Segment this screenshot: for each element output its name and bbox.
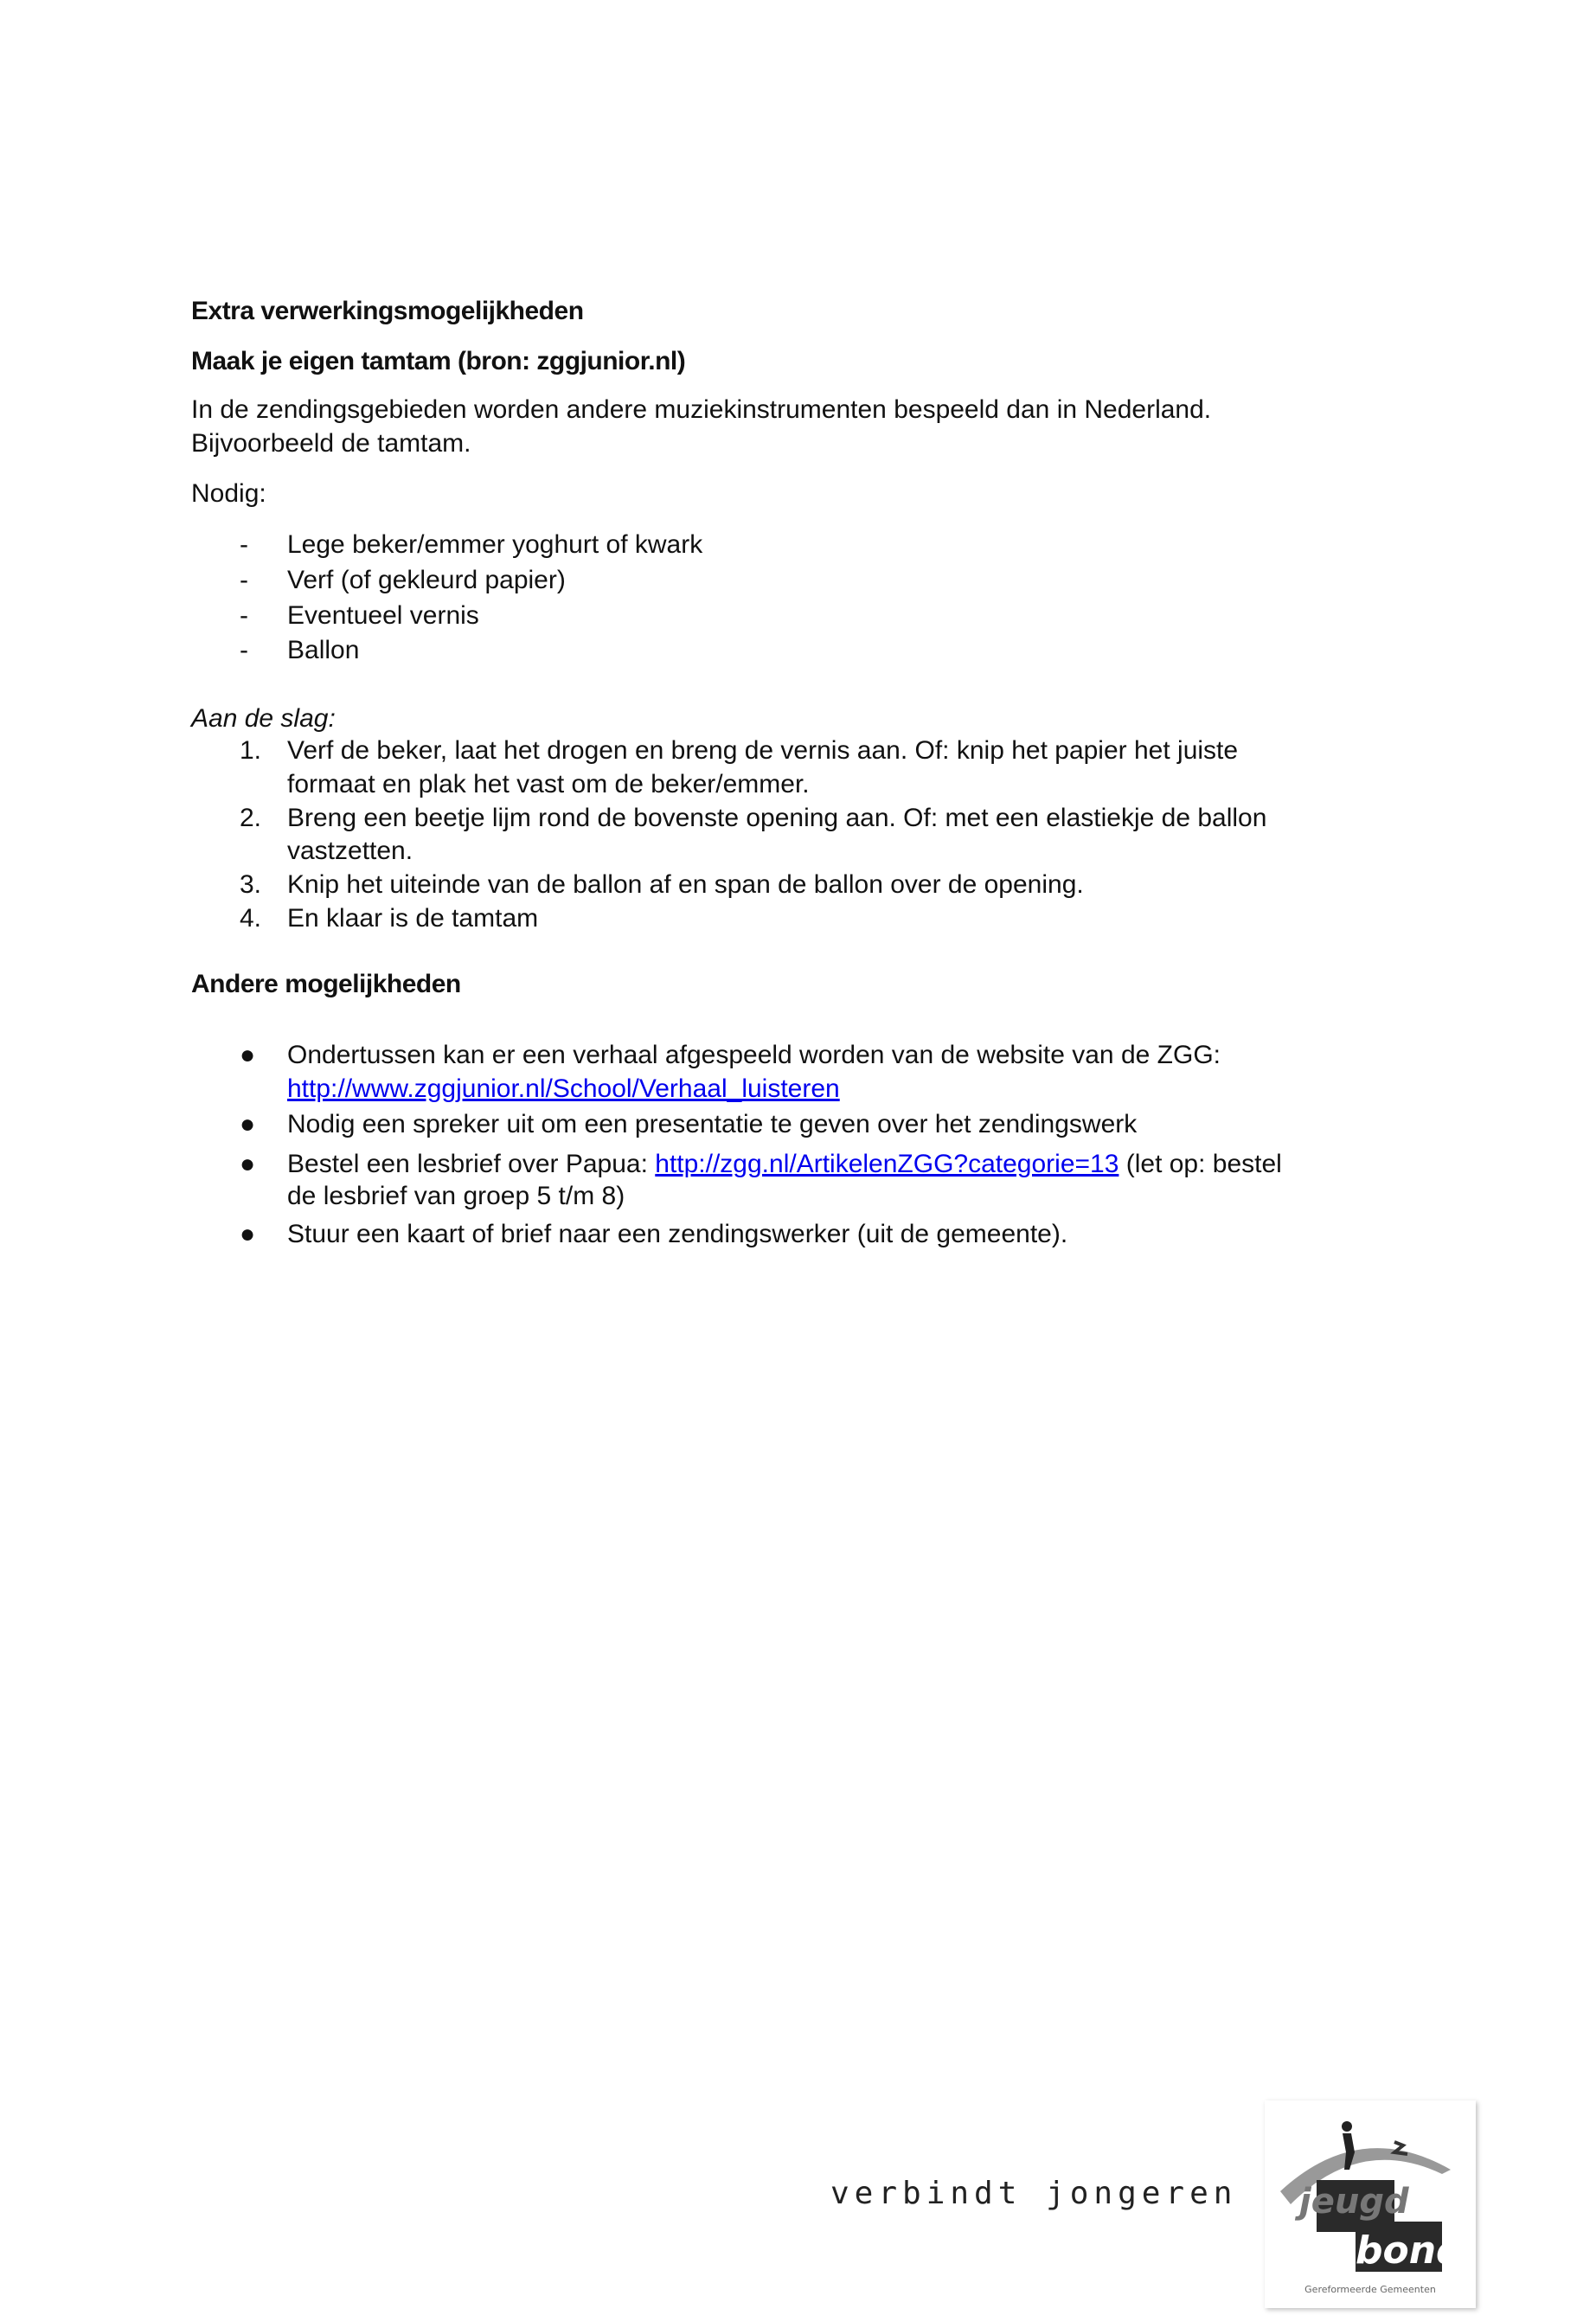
dash-marker: - [240, 530, 248, 559]
zgg-articles-link[interactable]: http://zgg.nl/ArtikelenZGG?categorie=13 [655, 1150, 1119, 1178]
list-item-continuation: de lesbrief van groep 5 t/m 8) [287, 1182, 625, 1210]
logo-word: bond [1356, 2228, 1464, 2273]
other-heading: Andere mogelijkheden [191, 970, 461, 998]
list-item: Ondertussen kan er een verhaal afgespeeld worden van de website van de ZGG: [287, 1041, 1221, 1069]
step-line: vastzetten. [287, 837, 413, 865]
logo-graphic-icon [1265, 2100, 1476, 2308]
dash-marker: - [240, 636, 248, 664]
bullet-marker: ● [240, 1041, 256, 1069]
step-line: Knip het uiteinde van de ballon af en span de ballon over de opening. [287, 870, 1084, 899]
step-number: 2. [240, 804, 262, 832]
step-line: En klaar is de tamtam [287, 904, 539, 933]
bullet-marker: ● [240, 1110, 256, 1138]
list-item-text: Bestel een lesbrief over Papua: [287, 1150, 656, 1178]
dash-marker: - [240, 566, 248, 594]
step-number: 3. [240, 870, 262, 899]
list-item: Eventueel vernis [287, 601, 479, 630]
bullet-marker: ● [240, 1150, 256, 1178]
list-item: Nodig een spreker uit om een presentatie te geven over het zendingswerk [287, 1110, 1138, 1138]
logo-word: jeugd [1299, 2182, 1409, 2222]
section-heading: Extra verwerkingsmogelijkheden [191, 297, 584, 325]
step-number: 4. [240, 904, 262, 933]
list-item-text: (let op: bestel [1118, 1150, 1282, 1178]
list-item [287, 1147, 1282, 1181]
step-line: Breng een beetje lijm rond de bovenste opening aan. Of: met een elastiekje de ballon [287, 804, 1267, 832]
steps-label: Aan de slag: [191, 704, 336, 733]
step-line: Verf de beker, laat het drogen en breng de vernis aan. Of: knip het papier het juiste [287, 736, 1239, 765]
list-item: Stuur een kaart of brief naar een zendingswerker (uit de gemeente). [287, 1220, 1068, 1248]
list-item: Lege beker/emmer yoghurt of kwark [287, 530, 703, 559]
list-item: Verf (of gekleurd papier) [287, 566, 566, 594]
logo-caption: Gereformeerde Gemeenten [1304, 2284, 1436, 2295]
needed-label: Nodig: [191, 479, 266, 508]
step-number: 1. [240, 736, 262, 765]
step-line: formaat en plak het vast om de beker/emmer. [287, 770, 810, 798]
bullet-marker: ● [240, 1220, 256, 1248]
intro-line: In de zendingsgebieden worden andere muziekinstrumenten bespeeld dan in Nederland. [191, 395, 1212, 424]
subheading: Maak je eigen tamtam (bron: zggjunior.nl) [191, 347, 686, 375]
intro-line: Bijvoorbeeld de tamtam. [191, 429, 471, 458]
dash-marker: - [240, 601, 248, 630]
zggjunior-link[interactable]: http://www.zggjunior.nl/School/Verhaal_luisteren [287, 1074, 840, 1103]
slogan: verbindt jongeren [830, 2176, 1238, 2211]
list-item: Ballon [287, 636, 360, 664]
jeugdbond-logo [1265, 2100, 1476, 2308]
